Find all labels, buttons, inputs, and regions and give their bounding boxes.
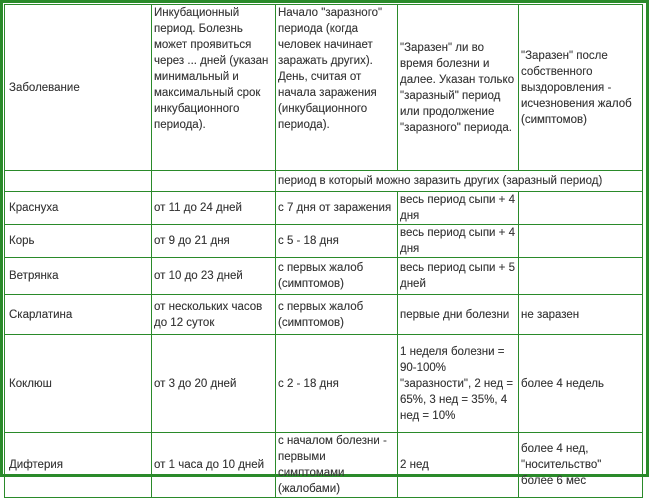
table-row bbox=[5, 433, 643, 498]
after-value bbox=[519, 192, 643, 225]
header-incubation: Инкубационный период. Болезнь может проявиться через ... дней (указан минимальный и максимальный срок инкубационного периода). bbox=[152, 5, 276, 171]
after-value: более 4 нед, "носительство" более 6 мес bbox=[519, 433, 643, 498]
start-value: с 5 - 18 дня bbox=[276, 225, 398, 258]
incubation-value: от 1 часа до 10 дней bbox=[152, 433, 276, 498]
after-value bbox=[519, 258, 643, 295]
start-value: с 7 дня от заражения bbox=[276, 192, 398, 225]
disease-name: Корь bbox=[5, 225, 152, 258]
table-row bbox=[5, 295, 643, 335]
incubation-value: от 11 до 24 дней bbox=[152, 192, 276, 225]
table-row bbox=[5, 225, 643, 258]
during-value: 1 неделя болезни = 90-100% "заразности", 2 нед = 65%, 3 нед = 35%, 4 нед = 10% bbox=[398, 335, 519, 433]
during-value: 2 нед bbox=[398, 433, 519, 498]
incubation-value: от 9 до 21 дня bbox=[152, 225, 276, 258]
table-row bbox=[5, 258, 643, 295]
after-value: более 4 недель bbox=[519, 335, 643, 433]
incubation-value: от нескольких часов до 12 суток bbox=[152, 295, 276, 335]
start-value: с первых жалоб (симптомов) bbox=[276, 295, 398, 335]
disease-name: Краснуха bbox=[5, 192, 152, 225]
start-value: с началом болезни - первыми симптомами (жалобами) bbox=[276, 433, 398, 498]
subheader-empty-2 bbox=[152, 171, 276, 192]
disease-name: Ветрянка bbox=[5, 258, 152, 295]
infection-periods-table bbox=[4, 4, 643, 498]
header-disease: Заболевание bbox=[5, 5, 152, 171]
header-row bbox=[5, 5, 643, 171]
disease-name: Скарлатина bbox=[5, 295, 152, 335]
start-value: с 2 - 18 дня bbox=[276, 335, 398, 433]
table-row bbox=[5, 335, 643, 433]
during-value: весь период сыпи + 4 дня bbox=[398, 225, 519, 258]
subheader-row bbox=[5, 171, 643, 192]
header-contagious-start: Начало "заразного" периода (когда человек начинает заражать других). День, считая от начала заражения (инкубационного периода). bbox=[276, 5, 398, 171]
table-row bbox=[5, 192, 643, 225]
subheader-contagious-period: период в который можно заразить других (заразный период) bbox=[276, 171, 643, 192]
header-contagious-during: "Заразен" ли во время болезни и далее. Указан только "заразный" период или продолжение "заразного" периода. bbox=[398, 5, 519, 171]
disease-name: Дифтерия bbox=[5, 433, 152, 498]
after-value: не заразен bbox=[519, 295, 643, 335]
during-value: весь период сыпи + 4 дня bbox=[398, 192, 519, 225]
header-contagious-after: "Заразен" после собственного выздоровления - исчезновения жалоб (симптомов) bbox=[519, 5, 643, 171]
after-value bbox=[519, 225, 643, 258]
during-value: весь период сыпи + 5 дней bbox=[398, 258, 519, 295]
incubation-value: от 3 до 20 дней bbox=[152, 335, 276, 433]
subheader-empty-1 bbox=[5, 171, 152, 192]
during-value: первые дни болезни bbox=[398, 295, 519, 335]
disease-name: Коклюш bbox=[5, 335, 152, 433]
start-value: с первых жалоб (симптомов) bbox=[276, 258, 398, 295]
incubation-value: от 10 до 23 дней bbox=[152, 258, 276, 295]
